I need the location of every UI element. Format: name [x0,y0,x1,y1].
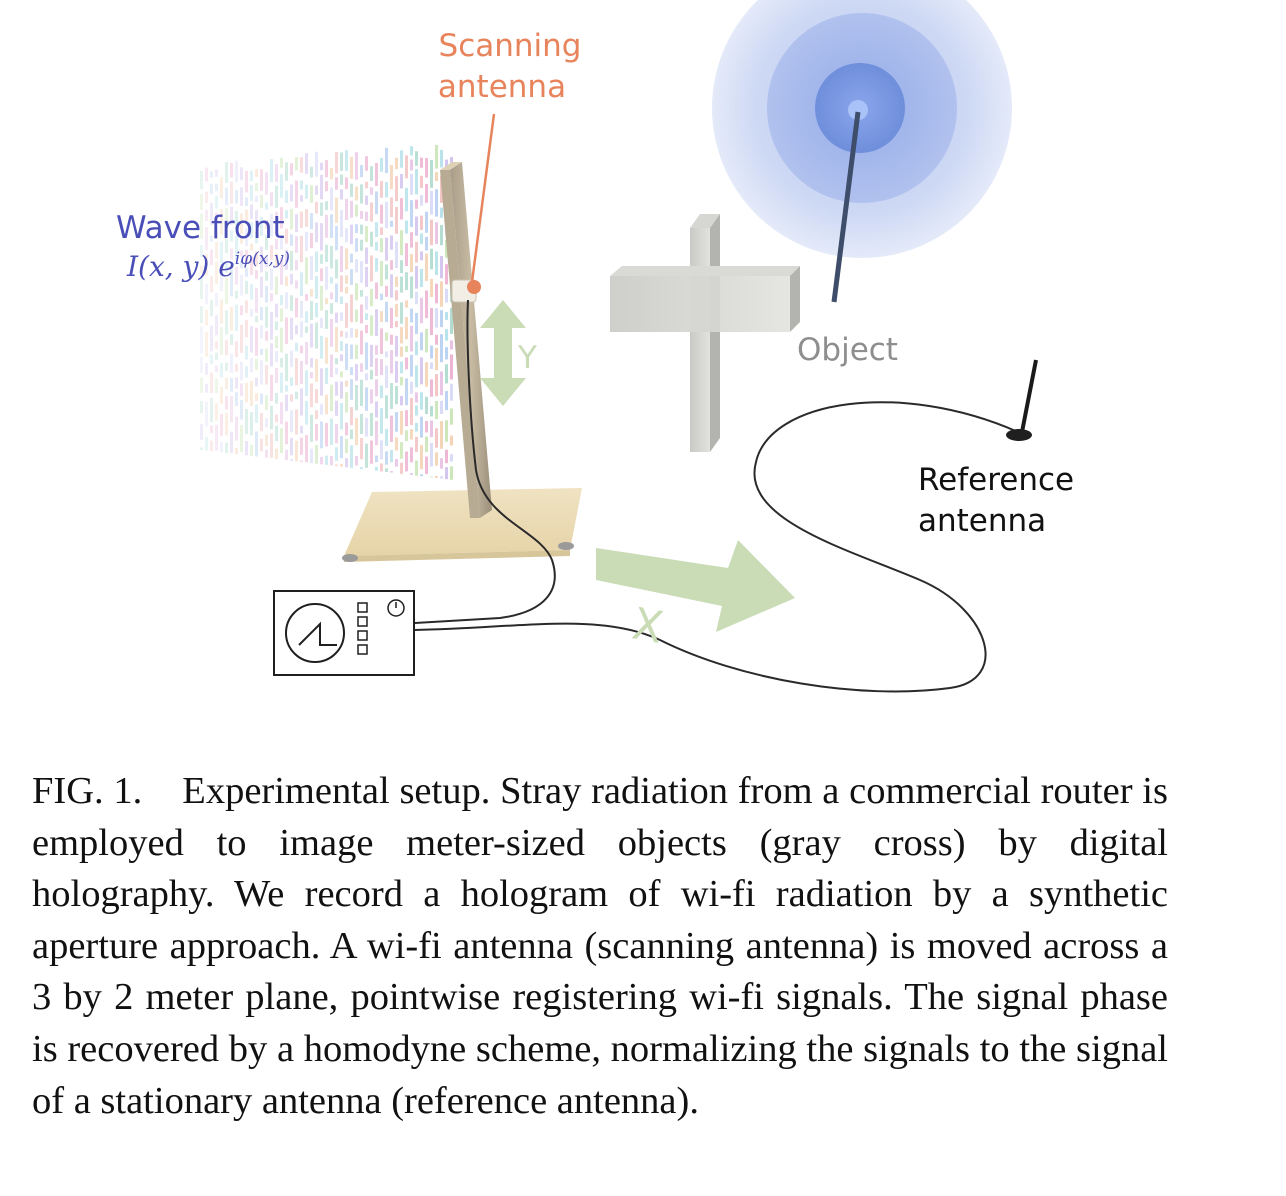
y-axis-label: Y [518,340,537,376]
wave-formula-exponent: iφ(x,y) [234,249,290,269]
object-label: Object [797,332,898,368]
figure-caption-text: Experimental setup. Stray radiation from a commercial router is employed to image meter-sized objects (gray cross) by digital holography. We record a hologram of wi-fi radiation by a synthetic aperture approach. A wi-fi antenna (scanning antenna) is moved across a 3 by 2 meter plane, pointwise registering wi-fi signals. The signal phase is recovered by a homodyne scheme, normalizing the signals to the signal of a stationary antenna (reference antenna). [32,770,1168,1122]
scanning-antenna-label-line1: Scanning [438,28,582,64]
wave-formula-base: I(x, y) e [127,250,235,283]
wave-front-hologram [200,145,453,480]
receiver-box [274,591,414,675]
figure-caption [32,766,1168,1127]
scanning-antenna-label-line2: antenna [437,69,567,105]
x-axis-label: X [628,598,667,654]
x-axis-arrow [596,540,795,632]
scanning-antenna-leader [472,114,494,282]
figure-caption-label: FIG. 1. [32,770,143,812]
object-cross [610,214,800,452]
reference-antenna-label-line1: Reference [918,462,1075,498]
scanning-antenna-point [467,280,481,294]
radiation-source [712,0,1012,302]
reference-antenna-label-line2: antenna [918,503,1047,539]
wave-front-label: Wave front [116,210,285,246]
